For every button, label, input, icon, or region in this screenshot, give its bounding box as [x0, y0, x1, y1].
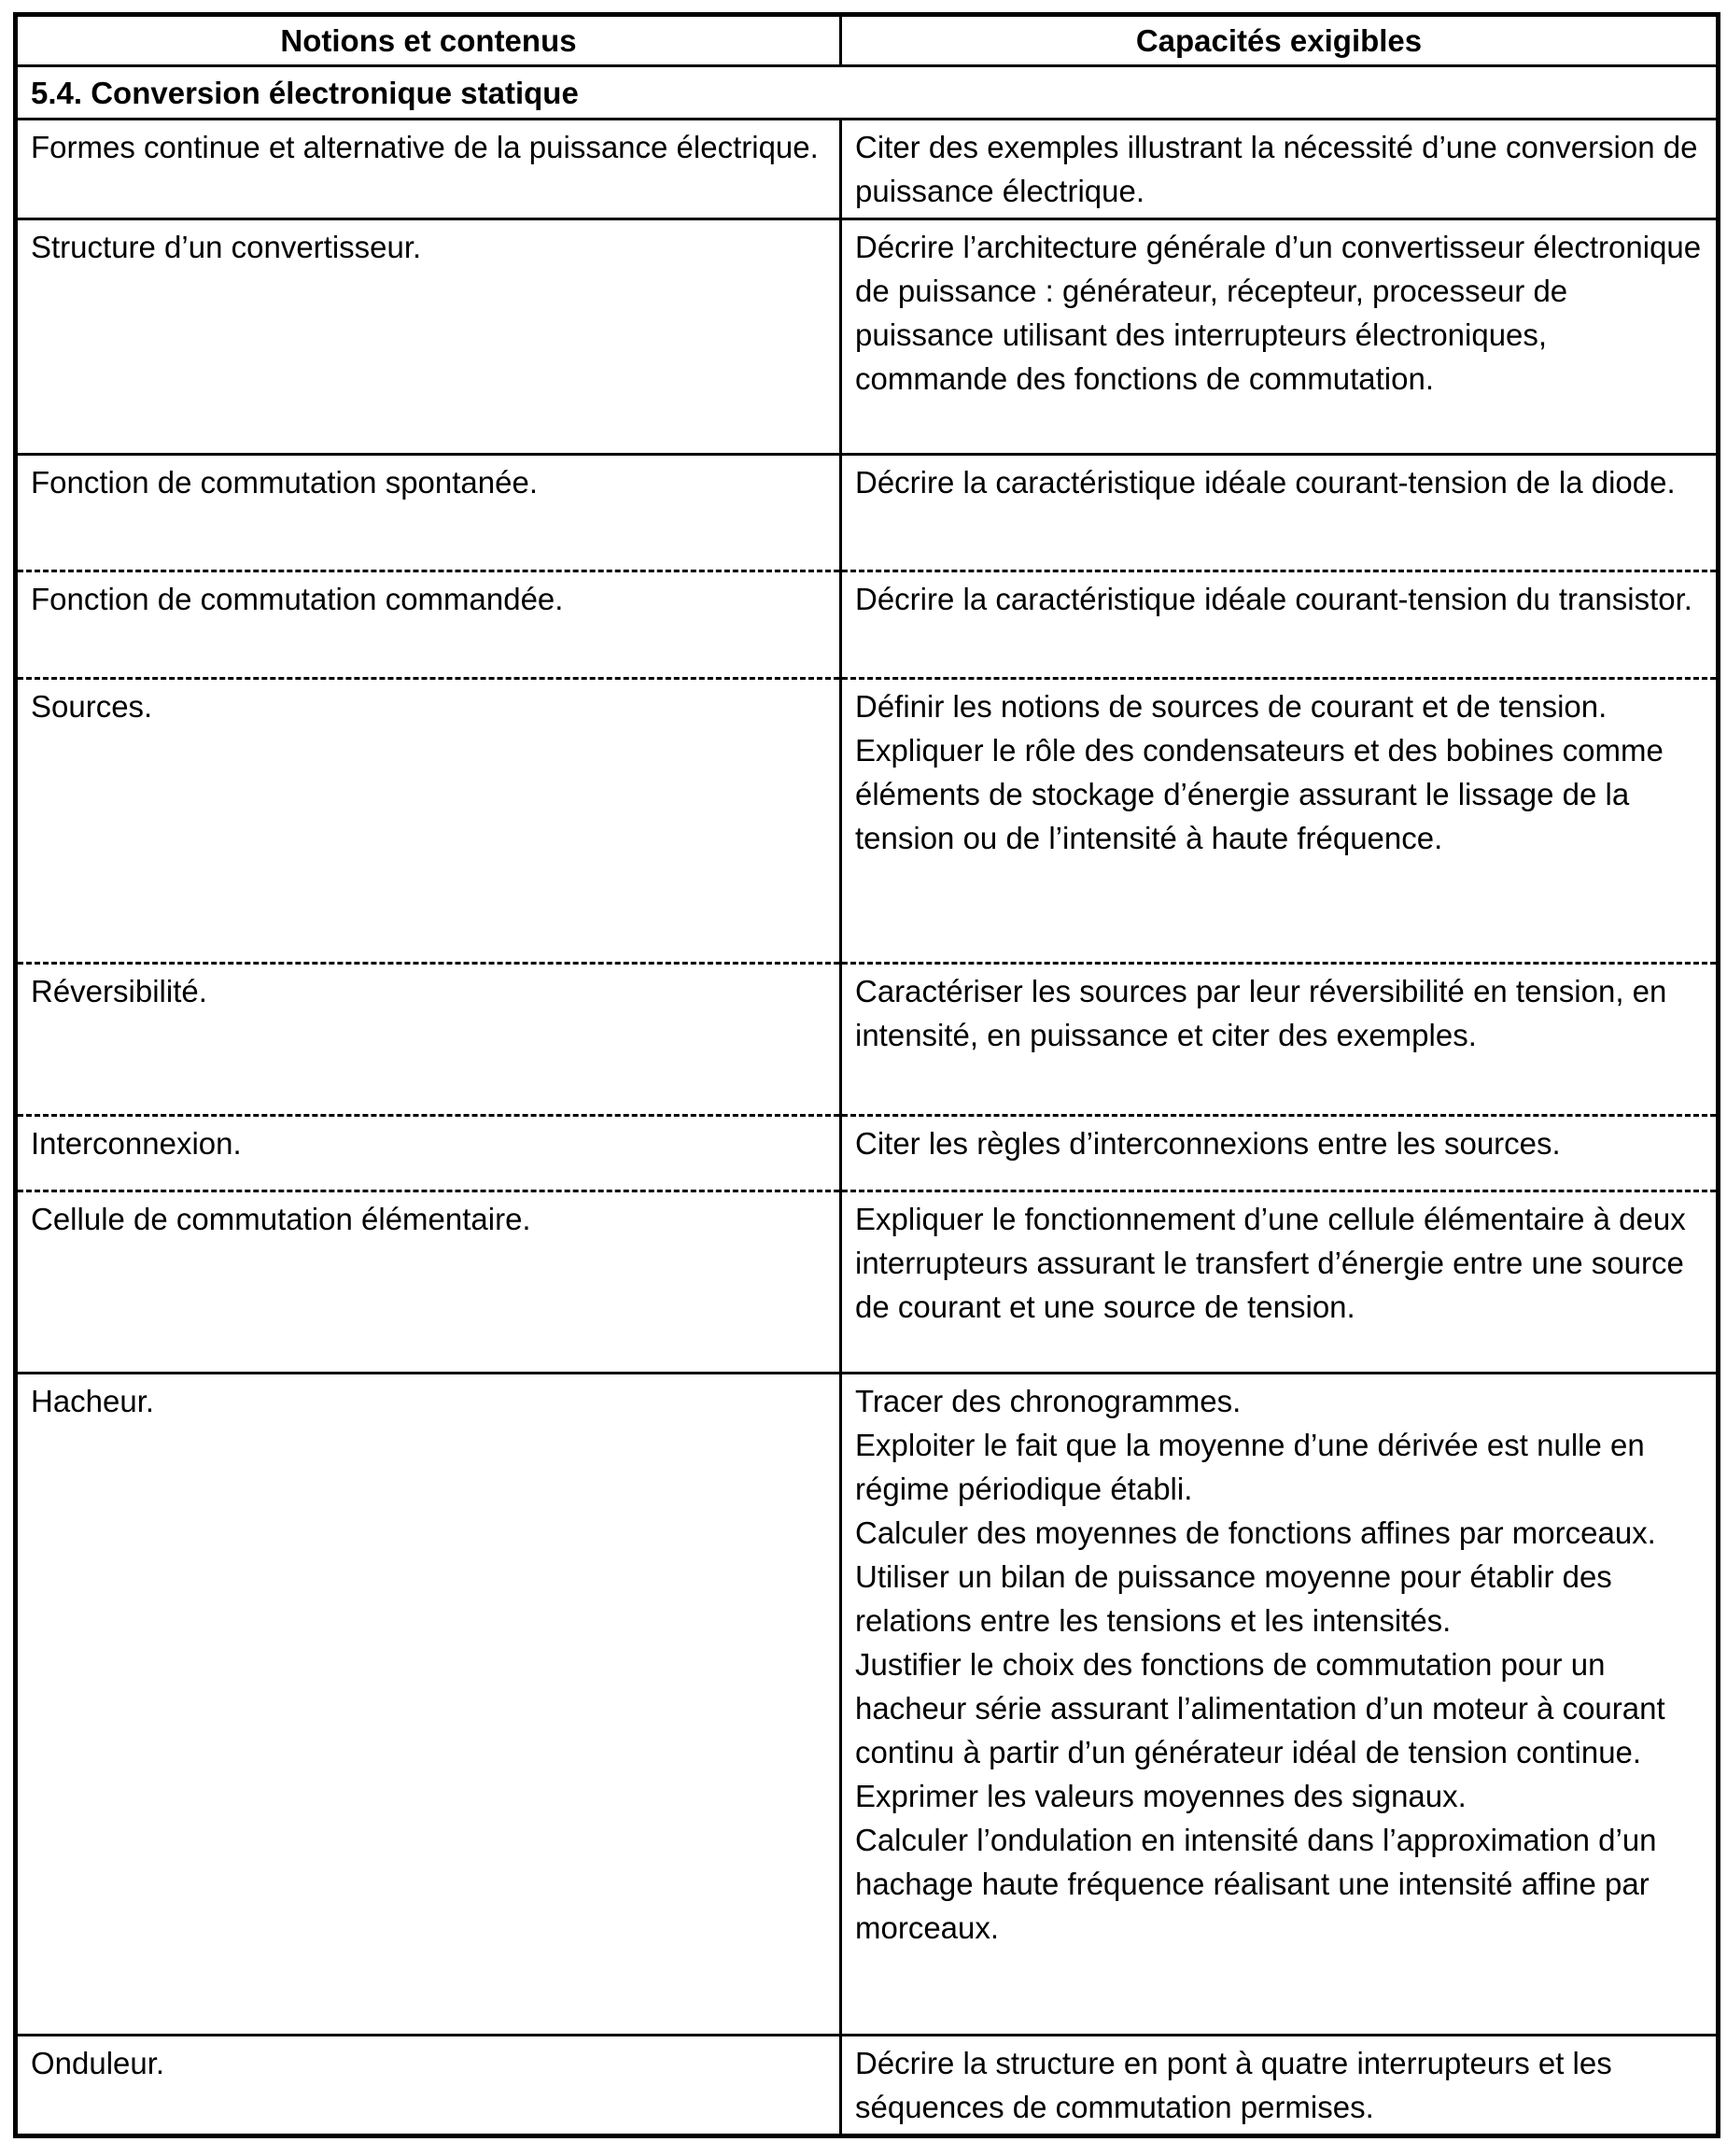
- capacite-text: Exploiter le fait que la moyenne d’une dérivée est nulle en régime périodique établi.: [855, 1428, 1645, 1506]
- capacite-cell: [841, 120, 1719, 219]
- notion-cell: [16, 571, 841, 679]
- column-header-capacites: Capacités exigibles: [841, 15, 1719, 66]
- section-header-row: [16, 66, 1719, 120]
- table-row: [16, 120, 1719, 219]
- notion-text: Hacheur.: [31, 1384, 155, 1418]
- capacite-text: Exprimer les valeurs moyennes des signaux.: [855, 1779, 1467, 1813]
- notion-text: Sources.: [31, 689, 153, 724]
- capacite-cell: [841, 1116, 1719, 1191]
- capacite-cell: [841, 455, 1719, 571]
- capacite-text: Calculer l’ondulation en intensité dans l’approximation d’un hachage haute fréquence réalisant une intensité affine par morceaux.: [855, 1823, 1657, 1945]
- capacite-text: Décrire l’architecture générale d’un convertisseur électronique de puissance : générateur, récepteur, processeur de puissance utilisant des interrupteurs électroniques, commande des fonctions de commutation.: [855, 230, 1702, 396]
- notion-cell: [16, 455, 841, 571]
- notion-text: Fonction de commutation spontanée.: [31, 465, 539, 500]
- capacite-text: Caractériser les sources par leur réversibilité en tension, en intensité, en puissance et citer des exemples.: [855, 974, 1667, 1052]
- table-row: [16, 1116, 1719, 1191]
- table-row: [16, 571, 1719, 679]
- capacite-cell: [841, 2036, 1719, 2136]
- notion-cell: [16, 1116, 841, 1191]
- table-row: [16, 679, 1719, 964]
- capacite-text: Expliquer le fonctionnement d’une cellule élémentaire à deux interrupteurs assurant le transfert d’énergie entre une source de courant et une source de tension.: [855, 1202, 1686, 1324]
- capacite-cell: [841, 219, 1719, 455]
- capacite-cell: [841, 964, 1719, 1116]
- table-row: [16, 964, 1719, 1116]
- capacite-text: Définir les notions de sources de courant et de tension.: [855, 689, 1608, 724]
- notion-text: Fonction de commutation commandée.: [31, 582, 564, 616]
- notion-cell: [16, 1374, 841, 2036]
- capacite-cell: [841, 1191, 1719, 1374]
- table-row: [16, 455, 1719, 571]
- notion-text: Cellule de commutation élémentaire.: [31, 1202, 531, 1236]
- notion-cell: [16, 1191, 841, 1374]
- capacite-cell: [841, 571, 1719, 679]
- notion-text: Interconnexion.: [31, 1126, 242, 1161]
- capacite-text: Décrire la structure en pont à quatre interrupteurs et les séquences de commutation permises.: [855, 2046, 1612, 2124]
- notion-cell: [16, 120, 841, 219]
- capacite-text: Utiliser un bilan de puissance moyenne pour établir des relations entre les tensions et les intensités.: [855, 1559, 1612, 1638]
- table-row: [16, 1191, 1719, 1374]
- notion-text: Formes continue et alternative de la puissance électrique.: [31, 130, 819, 164]
- capacite-text: Citer les règles d’interconnexions entre les sources.: [855, 1126, 1561, 1161]
- notion-cell: [16, 2036, 841, 2136]
- document-page: [0, 12, 1727, 2156]
- column-header-notions: Notions et contenus: [16, 15, 841, 66]
- table-row: [16, 2036, 1719, 2136]
- capacite-text: Tracer des chronogrammes.: [855, 1384, 1242, 1418]
- notion-text: Onduleur.: [31, 2046, 165, 2080]
- capacite-cell: [841, 1374, 1719, 2036]
- section-title: 5.4. Conversion électronique statique: [16, 66, 1719, 120]
- capacite-text: Calculer des moyennes de fonctions affines par morceaux.: [855, 1515, 1656, 1550]
- capacite-text: Citer des exemples illustrant la nécessité d’une conversion de puissance électrique.: [855, 130, 1698, 208]
- capacite-text: Expliquer le rôle des condensateurs et des bobines comme éléments de stockage d’énergie assurant le lissage de la tension ou de l’intensité à haute fréquence.: [855, 733, 1664, 855]
- notion-text: Structure d’un convertisseur.: [31, 230, 422, 264]
- notion-cell: [16, 964, 841, 1116]
- capacite-text: Justifier le choix des fonctions de commutation pour un hacheur série assurant l’alimentation d’un moteur à courant continu à partir d’un générateur idéal de tension continue.: [855, 1647, 1665, 1769]
- syllabus-table: [13, 12, 1720, 2138]
- table-header-row: [16, 15, 1719, 66]
- notion-text: Réversibilité.: [31, 974, 207, 1008]
- table-body: [16, 66, 1719, 2136]
- table-row: [16, 1374, 1719, 2036]
- capacite-cell: [841, 679, 1719, 964]
- capacite-text: Décrire la caractéristique idéale courant-tension du transistor.: [855, 582, 1692, 616]
- notion-cell: [16, 679, 841, 964]
- table-row: [16, 219, 1719, 455]
- capacite-text: Décrire la caractéristique idéale courant-tension de la diode.: [855, 465, 1676, 500]
- notion-cell: [16, 219, 841, 455]
